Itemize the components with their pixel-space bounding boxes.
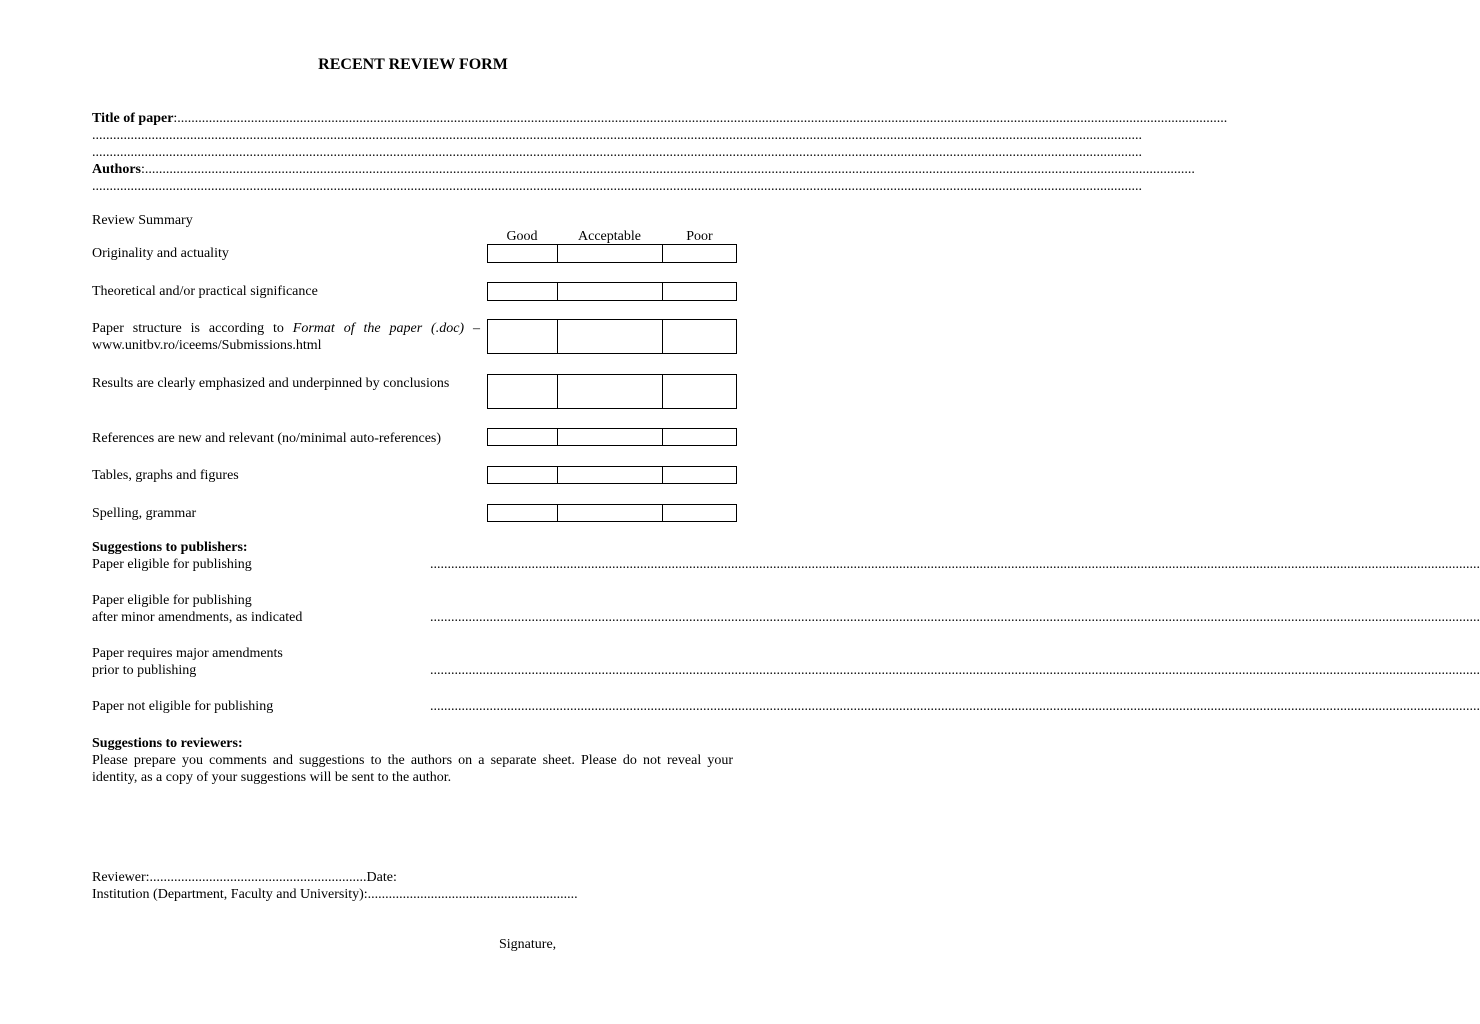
column-header-good: Good	[506, 229, 538, 244]
dotted-fill: ............................................................	[367, 887, 578, 902]
authors-line-2[interactable]	[92, 178, 1142, 195]
publishing-option-answer-line[interactable]	[430, 556, 1480, 573]
rating-row-spelling	[487, 504, 737, 522]
publishing-option-label-2: after minor amendments, as indicated	[92, 610, 303, 625]
publishing-option-answer-line[interactable]	[430, 609, 1480, 626]
authors-field[interactable]: Authors:............................................................................................................................................................................................................................................................................................................	[92, 162, 1195, 177]
reviewers-instructions: Please prepare you comments and suggestions to the authors on a separate sheet. Please do not reveal your identity, as a copy of your suggestions will be sent to the author.	[92, 753, 733, 785]
rating-cell-good[interactable]	[488, 320, 558, 353]
rating-cell-good[interactable]	[488, 467, 558, 483]
criterion-significance: Theoretical and/or practical significance	[92, 284, 318, 299]
review-summary-label: Review Summary	[92, 213, 193, 228]
publishing-option-label-2: prior to publishing	[92, 663, 197, 678]
dotted-fill: ............................................................................................................................................................................................................................................................................................................	[430, 610, 1480, 625]
criterion-spelling: Spelling, grammar	[92, 506, 197, 521]
reviewers-heading: Suggestions to reviewers:	[92, 736, 243, 751]
publishing-option-label: Paper eligible for publishing	[92, 593, 252, 608]
title-of-paper-line-2[interactable]	[92, 127, 1142, 144]
publishing-option-answer-line[interactable]	[430, 698, 1480, 715]
authors-label: Authors	[92, 162, 142, 177]
rating-cell-poor[interactable]	[663, 245, 736, 262]
rating-cell-poor[interactable]	[663, 375, 736, 408]
publishing-option-label: Paper eligible for publishing	[92, 557, 252, 572]
signature-label: Signature,	[499, 937, 557, 952]
criterion-references: References are new and relevant (no/minimal auto-references)	[92, 431, 442, 446]
date-label: Date:	[366, 870, 397, 885]
criterion-results: Results are clearly emphasized and underpinned by conclusions	[92, 376, 450, 391]
rating-cell-good[interactable]	[488, 375, 558, 408]
dotted-fill: ............................................................................................................................................................................................................................................................................................................	[92, 128, 1142, 143]
dotted-fill: ............................................................................................................................................................................................................................................................................................................	[92, 179, 1142, 194]
title-of-paper-label: Title of paper	[92, 111, 174, 126]
reviewer-field[interactable]	[92, 869, 397, 886]
rating-cell-acceptable[interactable]	[558, 467, 663, 483]
criterion-structure-format: Format of the paper (.doc)	[292, 321, 465, 336]
dotted-fill: ............................................................................................................................................................................................................................................................................................................	[430, 557, 1480, 572]
rating-cell-poor[interactable]	[663, 320, 736, 353]
criterion-structure	[92, 320, 480, 354]
publishing-option-answer-line[interactable]	[430, 662, 1480, 679]
dotted-fill: ............................................................................................................................................................................................................................................................................................................	[430, 699, 1480, 714]
rating-cell-poor[interactable]	[663, 467, 736, 483]
rating-cell-poor[interactable]	[663, 283, 736, 300]
title-of-paper-line-3[interactable]	[92, 144, 1142, 161]
institution-field[interactable]	[92, 886, 578, 903]
rating-row-structure	[487, 319, 737, 354]
rating-cell-poor[interactable]	[663, 505, 736, 521]
rating-cell-acceptable[interactable]	[558, 245, 663, 262]
rating-cell-acceptable[interactable]	[558, 375, 663, 408]
criterion-structure-post: – www.unitbv.ro/iceems/Submissions.html	[92, 321, 481, 353]
rating-cell-good[interactable]	[488, 245, 558, 262]
rating-row-originality	[487, 244, 737, 263]
publishing-option-label: Paper requires major amendments	[92, 646, 283, 661]
title-of-paper-field[interactable]: Title of paper:............................................................................................................................................................................................................................................................................................................	[92, 111, 1228, 126]
reviewer-label: Reviewer:	[92, 870, 150, 885]
column-header-poor: Poor	[686, 229, 713, 244]
publishing-option-label: Paper not eligible for publishing	[92, 699, 274, 714]
dotted-fill: ............................................................................................................................................................................................................................................................................................................	[144, 162, 1195, 177]
dotted-fill: ............................................................................................................................................................................................................................................................................................................	[177, 111, 1228, 126]
dotted-fill: ............................................................................................................................................................................................................................................................................................................	[430, 663, 1480, 678]
publishers-heading: Suggestions to publishers:	[92, 540, 248, 555]
rating-cell-acceptable[interactable]	[558, 429, 663, 445]
rating-cell-good[interactable]	[488, 429, 558, 445]
column-header-acceptable: Acceptable	[578, 229, 641, 244]
rating-row-tables	[487, 466, 737, 484]
criterion-structure-pre: Paper structure is according to	[92, 321, 293, 336]
rating-row-results	[487, 374, 737, 409]
rating-cell-acceptable[interactable]	[558, 505, 663, 521]
criterion-originality: Originality and actuality	[92, 246, 229, 261]
dotted-fill: ............................................................................................................................................................................................................................................................................................................	[92, 145, 1142, 160]
rating-cell-acceptable[interactable]	[558, 320, 663, 353]
form-title: RECENT REVIEW FORM	[318, 56, 508, 73]
rating-cell-good[interactable]	[488, 505, 558, 521]
rating-row-significance	[487, 282, 737, 301]
dotted-fill: ..............................................................	[149, 870, 367, 885]
institution-label: Institution (Department, Faculty and University):	[92, 887, 368, 902]
criterion-tables: Tables, graphs and figures	[92, 468, 239, 483]
rating-cell-good[interactable]	[488, 283, 558, 300]
rating-cell-poor[interactable]	[663, 429, 736, 445]
rating-row-references	[487, 428, 737, 446]
rating-cell-acceptable[interactable]	[558, 283, 663, 300]
